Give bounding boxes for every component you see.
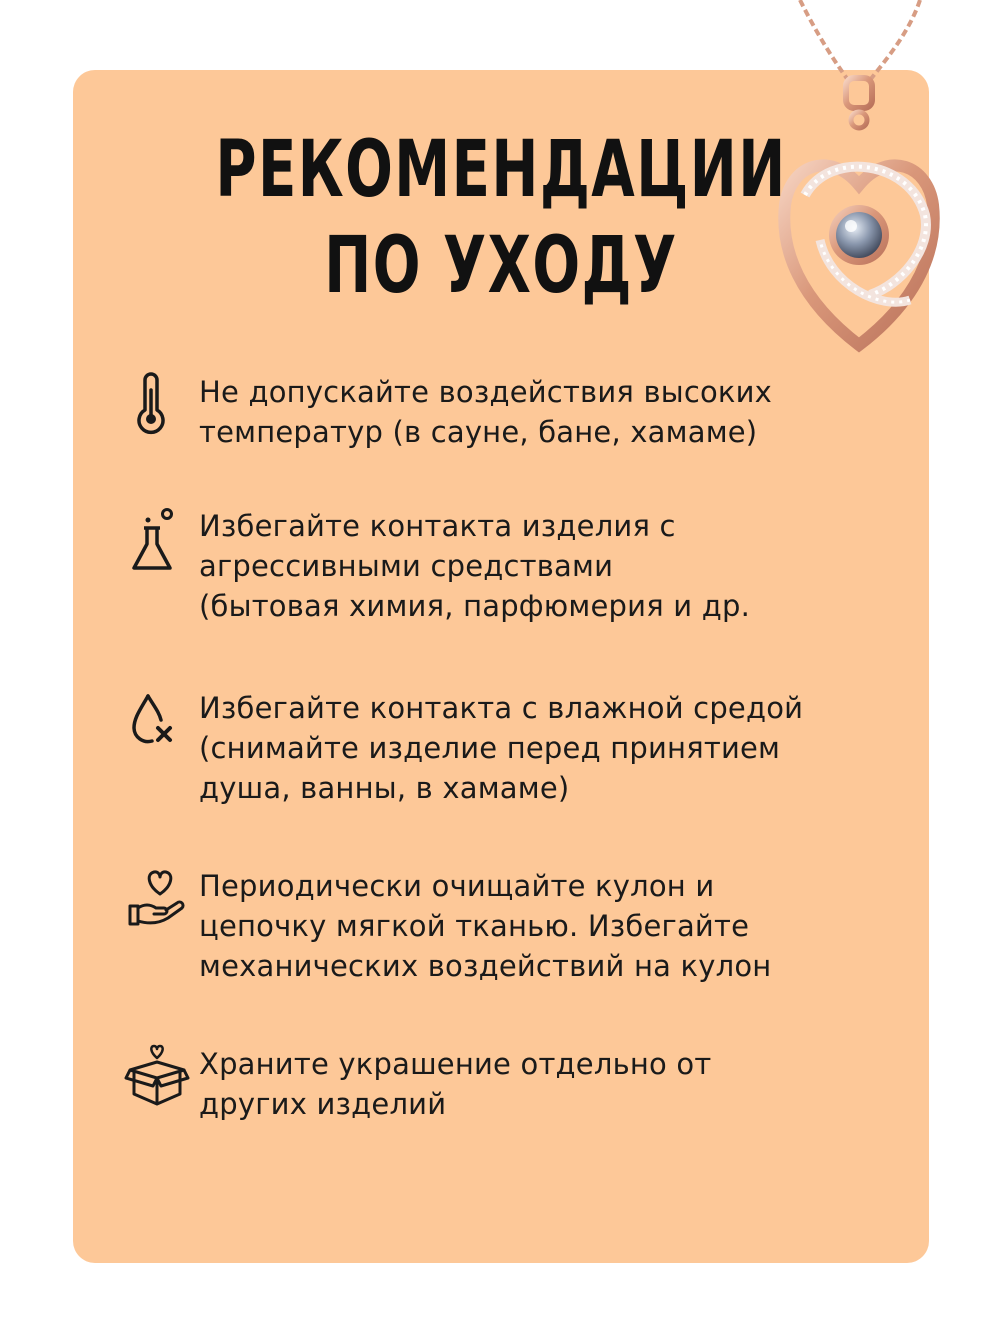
care-item-text	[199, 506, 919, 626]
page-title	[193, 122, 809, 314]
hand-heart-icon	[124, 866, 190, 932]
gift-box-heart-icon	[124, 1044, 190, 1110]
care-item-text	[199, 866, 919, 986]
text-line: цепочку мягкой тканью. Избегайте	[199, 909, 750, 943]
heart-pendant-image	[760, 0, 1000, 360]
text-line: Избегайте контакта с влажной средой	[199, 691, 804, 725]
text-line: (снимайте изделие перед принятием	[199, 731, 781, 765]
title-line-1: РЕКОМЕНДАЦИИ	[215, 125, 787, 215]
care-item-text	[199, 372, 919, 452]
flask-icon	[124, 506, 190, 572]
title-line-2: ПО УХОДУ	[324, 221, 678, 311]
text-line: (бытовая химия, парфюмерия и др.	[199, 589, 750, 623]
care-item-text	[199, 688, 919, 808]
text-line: механических воздействий на кулон	[199, 949, 772, 983]
text-line: температур (в сауне, бане, хамаме)	[199, 415, 758, 449]
text-line: Не допускайте воздействия высоких	[199, 375, 773, 409]
care-item-text	[199, 1044, 919, 1124]
text-line: агрессивными средствами	[199, 549, 614, 583]
thermometer-icon	[124, 372, 190, 438]
water-drop-cross-icon	[124, 688, 190, 754]
text-line: Храните украшение отдельно от	[199, 1047, 712, 1081]
text-line: Избегайте контакта изделия с	[199, 509, 676, 543]
text-line: других изделий	[199, 1087, 447, 1121]
text-line: душа, ванны, в хамаме)	[199, 771, 570, 805]
text-line: Периодически очищайте кулон и	[199, 869, 715, 903]
